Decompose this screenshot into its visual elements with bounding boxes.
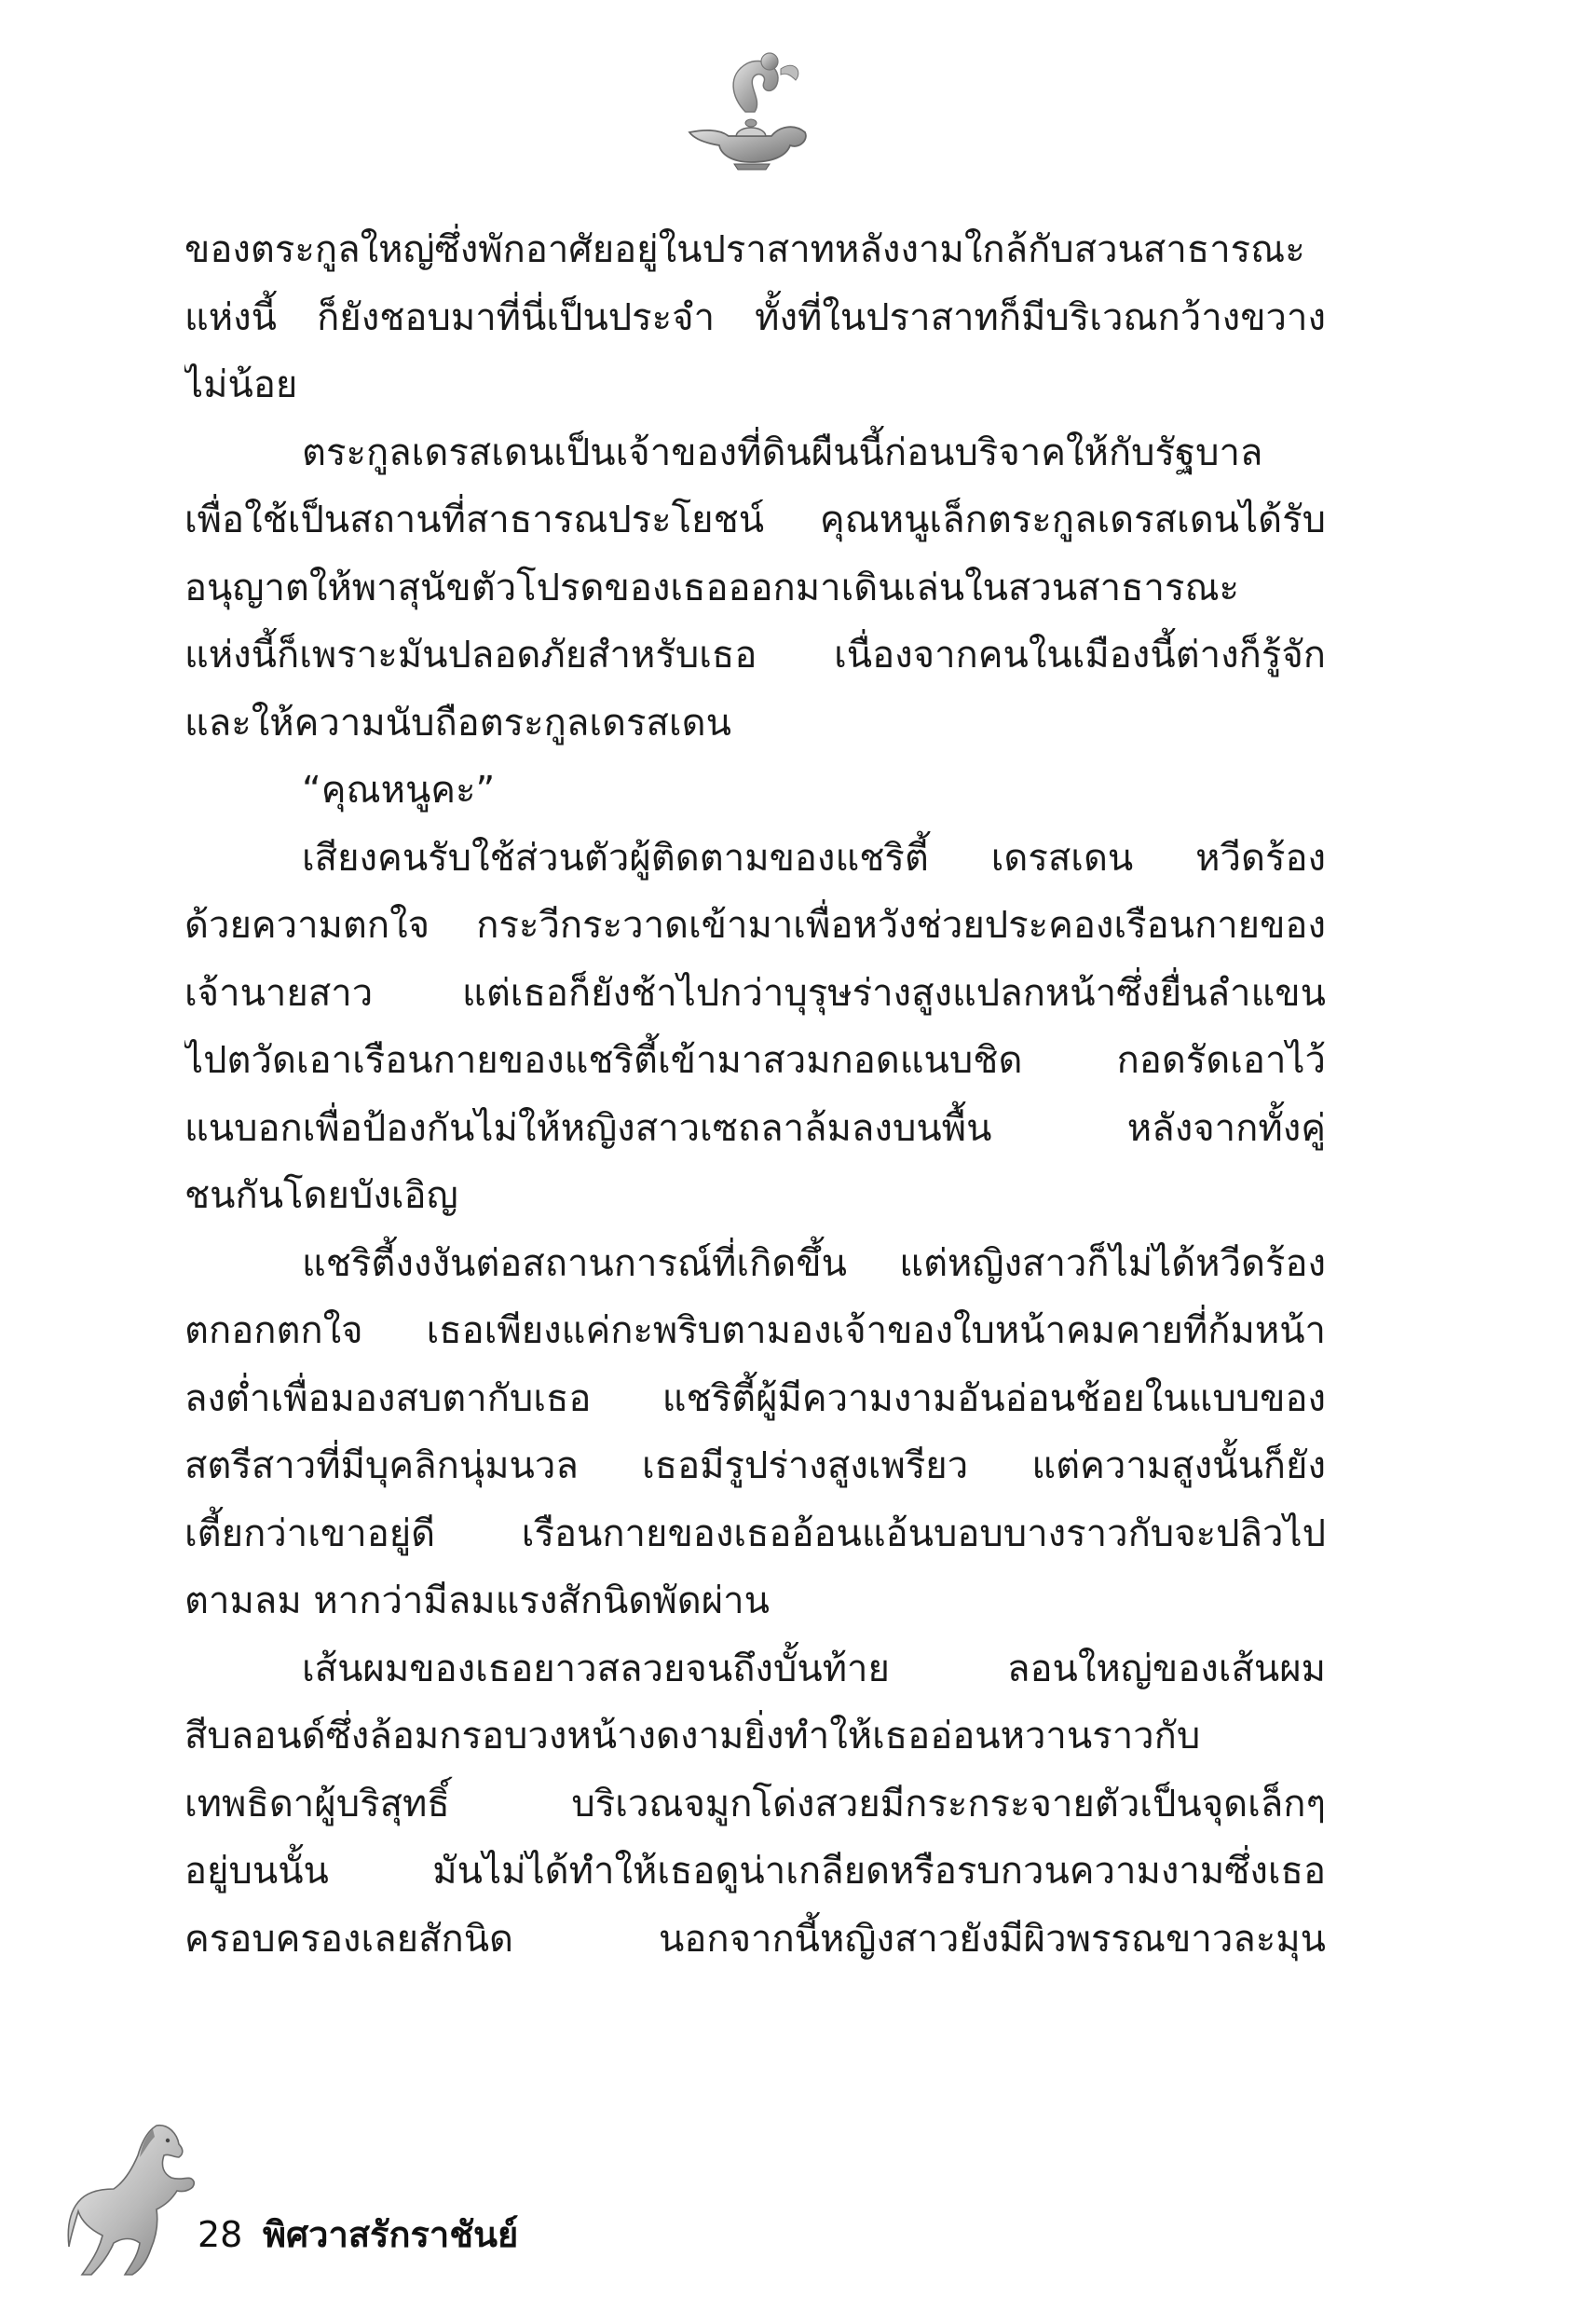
- text-line: ตระกูลเดรสเดนเป็นเจ้าของที่ดินผืนนี้ก่อนบริจาคให้กับรัฐบาล: [302, 431, 1263, 474]
- text-line: เตี้ยกว่าเขาอยู่ดี เรือนกายของเธออ้อนแอ้นบอบบางราวกับจะปลิวไป: [184, 1511, 1326, 1555]
- book-title: พิศวาสรักราชันย์: [263, 2214, 519, 2255]
- text-line: ไปตวัดเอาเรือนกายของแชริตี้เข้ามาสวมกอดแนบชิด กอดรัดเอาไว้: [184, 1039, 1326, 1082]
- page-footer: [0, 2120, 1596, 2288]
- body-text: [184, 216, 1326, 1973]
- text-line: เจ้านายสาว แต่เธอก็ยังช้าไปกว่าบุรุษร่างสูงแปลกหน้าซึ่งยื่นลำแขน: [184, 971, 1326, 1015]
- text-line: เทพธิดาผู้บริสุทธิ์ บริเวณจมูกโด่งสวยมีกระกระจายตัวเป็นจุดเล็กๆ: [184, 1782, 1326, 1826]
- text-line: เพื่อใช้เป็นสถานที่สาธารณประโยชน์ คุณหนูเล็กตระกูลเดรสเดนได้รับ: [184, 499, 1326, 541]
- text-line: ด้วยความตกใจ กระวีกระวาดเข้ามาเพื่อหวังช่วยประคองเรือนกายของ: [184, 904, 1326, 947]
- text-line: สตรีสาวที่มีบุคลิกนุ่มนวล เธอมีรูปร่างสูงเพรียว แต่ความสูงนั้นก็ยัง: [184, 1444, 1326, 1487]
- text-line: อยู่บนนั้น มันไม่ได้ทำให้เธอดูน่าเกลียดหรือรบกวนความงามซึ่งเธอ: [184, 1850, 1326, 1893]
- genie-lamp-icon: [680, 47, 820, 172]
- text-line: ตามลม หากว่ามีลมแรงสักนิดพัดผ่าน: [184, 1579, 770, 1622]
- text-line: ตกอกตกใจ เธอเพียงแค่กะพริบตามองเจ้าของใบหน้าคมคายที่ก้มหน้า: [184, 1309, 1326, 1352]
- page-number: 28: [198, 2214, 243, 2255]
- text-line: เสียงคนรับใช้ส่วนตัวผู้ติดตามของแชริตี้ เดรสเดน หวีดร้อง: [302, 836, 1326, 880]
- text-line: แห่งนี้ ก็ยังชอบมาที่นี่เป็นประจำ ทั้งที่ในปราสาทก็มีบริเวณกว้างขวาง: [184, 295, 1326, 339]
- text-line: ลงต่ำเพื่อมองสบตากับเธอ แชริตี้ผู้มีความงามอันอ่อนช้อยในแบบของ: [184, 1376, 1326, 1420]
- text-line: สีบลอนด์ซึ่งล้อมกรอบวงหน้างดงามยิ่งทำให้เธออ่อนหวานราวกับ: [184, 1715, 1201, 1757]
- text-line: แนบอกเพื่อป้องกันไม่ให้หญิงสาวเซถลาล้มลงบนพื้น หลังจากทั้งคู่: [184, 1106, 1326, 1150]
- text-line: แชริตี้งงงันต่อสถานการณ์ที่เกิดขึ้น แต่หญิงสาวก็ไม่ได้หวีดร้อง: [302, 1241, 1326, 1285]
- text-line: ชนกันโดยบังเอิญ: [184, 1174, 458, 1217]
- text-line: ของตระกูลใหญ่ซึ่งพักอาศัยอยู่ในปราสาทหลังงามใกล้กับสวนสาธารณะ: [184, 228, 1305, 271]
- text-line: แห่งนี้ก็เพราะมันปลอดภัยสำหรับเธอ เนื่องจากคนในเมืองนี้ต่างก็รู้จัก: [184, 634, 1326, 677]
- text-line: ครอบครองเลยสักนิด นอกจากนี้หญิงสาวยังมีผิวพรรณขาวละมุน: [184, 1917, 1326, 1961]
- text-line: เส้นผมของเธอยาวสลวยจนถึงบั้นท้าย ลอนใหญ่ของเส้นผม: [302, 1647, 1326, 1690]
- text-line: ไม่น้อย: [184, 363, 298, 406]
- text-line: อนุญาตให้พาสุนัขตัวโปรดของเธอออกมาเดินเล่นในสวนสาธารณะ: [184, 566, 1240, 609]
- rearing-horse-icon: [67, 2120, 198, 2278]
- text-line: “คุณหนูคะ”: [302, 769, 496, 812]
- text-line: และให้ความนับถือตระกูลเดรสเดน: [184, 701, 731, 745]
